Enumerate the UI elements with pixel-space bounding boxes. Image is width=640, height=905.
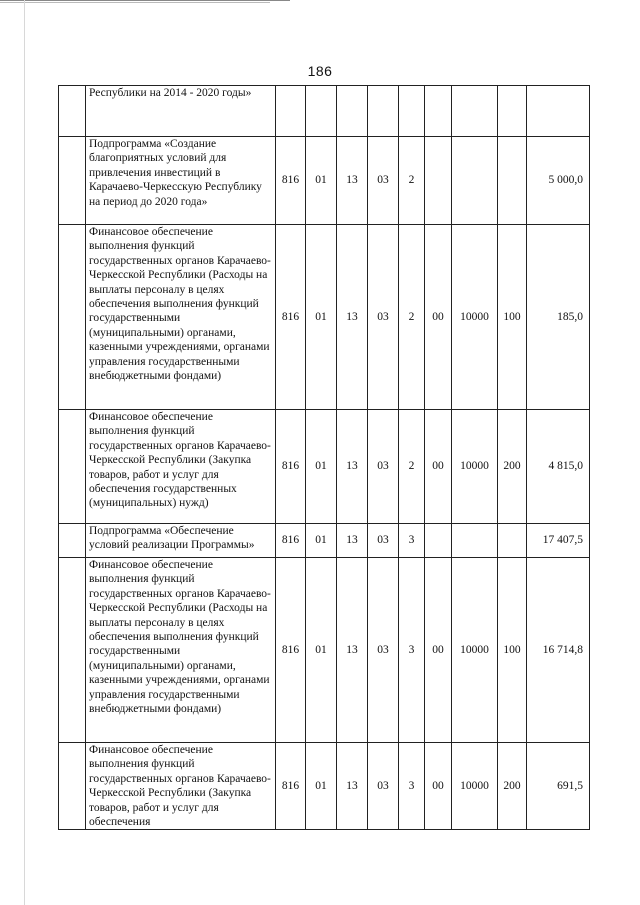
direction-code-cell: 00: [425, 410, 452, 524]
amount-cell: 5 000,0: [527, 137, 590, 225]
description-cell: Подпрограмма «Обеспечение условий реализации Программы»: [86, 524, 276, 558]
subsection-code-cell: 13: [337, 137, 368, 225]
subprogram-code-cell: 3: [399, 558, 425, 743]
direction-code-cell: 00: [425, 558, 452, 743]
program-code-cell: [368, 86, 399, 137]
subprogram-code-cell: 3: [399, 524, 425, 558]
program-code-cell: 03: [368, 524, 399, 558]
row-number-cell: [59, 524, 86, 558]
subprogram-code-cell: [399, 86, 425, 137]
description-cell: Подпрограмма «Создание благоприятных условий для привлечения инвестиций в Карачаево-Черкесскую Республику на период до 2020 года»: [86, 137, 276, 225]
target-code-cell: [452, 524, 498, 558]
ministry-code-cell: 816: [276, 524, 306, 558]
scan-margin-line: [24, 0, 25, 905]
table-row: [59, 137, 590, 225]
expense-type-cell: 200: [498, 743, 527, 830]
direction-code-cell: 00: [425, 743, 452, 830]
ministry-code-cell: 816: [276, 137, 306, 225]
row-number-cell: [59, 743, 86, 830]
program-code-cell: 03: [368, 225, 399, 410]
table-row: [59, 743, 590, 830]
direction-code-cell: [425, 86, 452, 137]
subsection-code-cell: 13: [337, 410, 368, 524]
description-cell: Финансовое обеспечение выполнения функций государственных органов Карачаево-Черкесской Республики (Расходы на выплаты персоналу в целях обеспечения выполнения функций государственными (муниципальными) органами, казенными учреждениями, органами управления государственными внебюджетными фондами): [86, 225, 276, 410]
subsection-code-cell: 13: [337, 524, 368, 558]
target-code-cell: 10000: [452, 558, 498, 743]
subsection-code-cell: 13: [337, 225, 368, 410]
section-code-cell: 01: [306, 524, 337, 558]
program-code-cell: 03: [368, 410, 399, 524]
table-row: [59, 524, 590, 558]
ministry-code-cell: 816: [276, 410, 306, 524]
target-code-cell: 10000: [452, 743, 498, 830]
target-code-cell: 10000: [452, 410, 498, 524]
section-code-cell: 01: [306, 137, 337, 225]
expense-type-cell: [498, 86, 527, 137]
table-row: [59, 225, 590, 410]
description-cell: Финансовое обеспечение выполнения функций государственных органов Карачаево-Черкесской Республики (Закупка товаров, работ и услуг для обеспечения государственных (муниципальных) нужд): [86, 410, 276, 524]
section-code-cell: 01: [306, 410, 337, 524]
scan-edge-line: [0, 0, 290, 1]
expense-type-cell: 100: [498, 225, 527, 410]
amount-cell: [527, 86, 590, 137]
section-code-cell: 01: [306, 225, 337, 410]
section-code-cell: [306, 86, 337, 137]
program-code-cell: 03: [368, 558, 399, 743]
row-number-cell: [59, 137, 86, 225]
subsection-code-cell: 13: [337, 558, 368, 743]
ministry-code-cell: 816: [276, 225, 306, 410]
row-number-cell: [59, 558, 86, 743]
amount-cell: 16 714,8: [527, 558, 590, 743]
expense-type-cell: 100: [498, 558, 527, 743]
page-number: 186: [307, 63, 333, 79]
subprogram-code-cell: 2: [399, 225, 425, 410]
table-row: [59, 558, 590, 743]
amount-cell: 185,0: [527, 225, 590, 410]
section-code-cell: 01: [306, 743, 337, 830]
ministry-code-cell: [276, 86, 306, 137]
subprogram-code-cell: 2: [399, 137, 425, 225]
budget-table: [58, 85, 590, 830]
expense-type-cell: [498, 524, 527, 558]
scan-edge-line: [0, 2, 270, 3]
description-cell: Республики на 2014 - 2020 годы»: [86, 86, 276, 137]
direction-code-cell: [425, 524, 452, 558]
target-code-cell: [452, 137, 498, 225]
program-code-cell: 03: [368, 137, 399, 225]
row-number-cell: [59, 86, 86, 137]
row-number-cell: [59, 225, 86, 410]
program-code-cell: 03: [368, 743, 399, 830]
direction-code-cell: [425, 137, 452, 225]
section-code-cell: 01: [306, 558, 337, 743]
description-cell: Финансовое обеспечение выполнения функций государственных органов Карачаево-Черкесской Республики (Закупка товаров, работ и услуг для обеспечения: [86, 743, 276, 830]
target-code-cell: [452, 86, 498, 137]
subprogram-code-cell: 2: [399, 410, 425, 524]
ministry-code-cell: 816: [276, 743, 306, 830]
subsection-code-cell: 13: [337, 743, 368, 830]
expense-type-cell: 200: [498, 410, 527, 524]
table-row: [59, 86, 590, 137]
direction-code-cell: 00: [425, 225, 452, 410]
amount-cell: 691,5: [527, 743, 590, 830]
ministry-code-cell: 816: [276, 558, 306, 743]
target-code-cell: 10000: [452, 225, 498, 410]
table-row: [59, 410, 590, 524]
description-cell: Финансовое обеспечение выполнения функций государственных органов Карачаево-Черкесской Республики (Расходы на выплаты персоналу в целях обеспечения выполнения функций государственными (муниципальными) органами, казенными учреждениями, органами управления государственными внебюджетными фондами): [86, 558, 276, 743]
row-number-cell: [59, 410, 86, 524]
expense-type-cell: [498, 137, 527, 225]
amount-cell: 17 407,5: [527, 524, 590, 558]
subsection-code-cell: [337, 86, 368, 137]
amount-cell: 4 815,0: [527, 410, 590, 524]
subprogram-code-cell: 3: [399, 743, 425, 830]
